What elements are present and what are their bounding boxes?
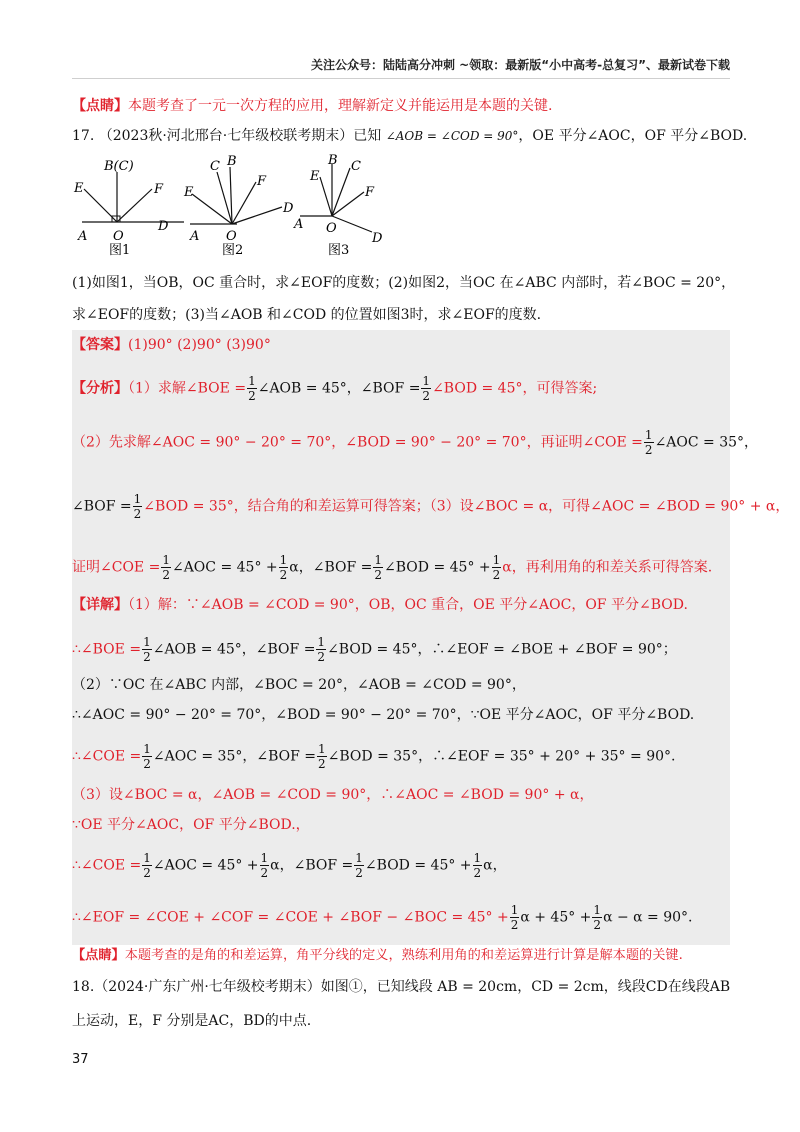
- detail-line-2: [72, 635, 677, 664]
- answer-text: (1)90° (2)90° (3)90°: [128, 337, 271, 353]
- question-17-stem: [72, 127, 747, 145]
- answer: [72, 336, 271, 354]
- fraction-half: $\frac{1}{2}$: [473, 851, 482, 880]
- detail-d2b: ∠AOB = 45°，∠BOF =: [152, 641, 316, 658]
- detail-d5c: ∠BOD = 35°，∴∠EOF = 35° + 20° + 35° = 90°.: [327, 748, 676, 765]
- analysis-line-2: [72, 428, 758, 457]
- fraction-half: $\frac{1}{2}$: [422, 374, 431, 403]
- fig2-label-a: A: [190, 229, 200, 244]
- fig2-label-c: C: [210, 159, 220, 174]
- figure-2: [183, 154, 294, 258]
- geometry-figures: [72, 152, 402, 260]
- analysis-l4c: α，∠BOF =: [289, 559, 373, 576]
- dianjing-note-2: [72, 947, 683, 965]
- detail-d5a: ∴∠COE =: [72, 748, 142, 765]
- fig3-label-b: B: [328, 153, 338, 168]
- analysis-line-4: [72, 553, 712, 582]
- analysis-l4e: α，再利用角的和差关系可得答案.: [502, 559, 713, 576]
- question-condition-2: ，OE 平分∠AOC，OF 平分∠BOD.: [518, 128, 748, 144]
- detail-d5b: ∠AOC = 35°，∠BOF =: [152, 748, 317, 765]
- analysis-l4d: ∠BOD = 45° +: [384, 559, 491, 576]
- analysis-l1a: （1）求解∠BOE =: [128, 380, 247, 397]
- question-source: （2023秋·河北邢台·七年级校联考期末）已知: [98, 128, 382, 144]
- detail-d2c: ∠BOD = 45°，∴∠EOF = ∠BOE + ∠BOF = 90°；: [327, 641, 677, 658]
- fig3-label-d: D: [372, 231, 383, 246]
- analysis-l1b: ∠AOB = 45°，∠BOF =: [257, 380, 421, 397]
- fig3-label-f: F: [365, 185, 375, 200]
- question-line-2: 求∠EOF的度数；(3)当∠AOB 和∠COD 的位置如图3时，求∠EOF的度数.: [72, 307, 542, 323]
- fraction-half: $\frac{1}{2}$: [318, 742, 326, 771]
- question-18-line-2: 上运动，E，F 分别是AC，BD的中点.: [72, 1013, 312, 1029]
- fig2-label-d: D: [283, 201, 294, 216]
- fraction-half: $\frac{1}{2}$: [644, 428, 653, 457]
- detail-d8d: ∠BOD = 45° +: [364, 857, 472, 874]
- detail-line-7: ∵OE 平分∠AOC，OF 平分∠BOD.，: [72, 817, 310, 833]
- dianjing-tag: 【点睛】: [72, 98, 128, 114]
- detail-d8c: α，∠BOF =: [270, 857, 354, 874]
- fraction-half: $\frac{1}{2}$: [260, 851, 269, 880]
- fig3-caption: 图3: [328, 243, 350, 258]
- fig1-label-e: E: [74, 181, 84, 196]
- dianjing-text-2: 本题考查的是角的和差运算，角平分线的定义，熟练利用角的和差运算进行计算是解本题的关键.: [124, 948, 683, 963]
- analysis-l2b: ∠AOC = 35°，: [654, 434, 759, 451]
- fraction-half: $\frac{1}{2}$: [593, 903, 602, 932]
- fraction-half: $\frac{1}{2}$: [162, 553, 170, 582]
- fig1-label-d: D: [158, 219, 169, 234]
- figure-1: [73, 159, 184, 258]
- dianjing-note-1: [72, 97, 552, 115]
- detail-d9c: α − α = 90°.: [603, 909, 693, 926]
- question-18-line-1: 18.（2024·广东广州·七年级校考期末）如图①，已知线段 AB = 20cm，CD = 2cm，线段CD在线段AB: [72, 979, 731, 995]
- fraction-half: $\frac{1}{2}$: [279, 553, 288, 582]
- detail-d1: （1）解：∵∠AOB = ∠COD = 90°，OB，OC 重合，OE 平分∠AOC，OF 平分∠BOD.: [128, 597, 688, 613]
- fig1-label-f: F: [154, 182, 164, 197]
- fig2-label-o: O: [226, 229, 237, 244]
- fraction-half: $\frac{1}{2}$: [355, 851, 363, 880]
- analysis-l4a: 证明∠COE =: [72, 559, 161, 576]
- fraction-half: $\frac{1}{2}$: [374, 553, 383, 582]
- fig1-label-a: A: [78, 229, 88, 244]
- analysis-l4b: ∠AOC = 45° +: [171, 559, 278, 576]
- fig2-caption: 图2: [222, 243, 244, 258]
- detail-line-4: ∴∠AOC = 90° − 20° = 70°，∠BOD = 90° − 20° = 70°，∵OE 平分∠AOC，OF 平分∠BOD.: [72, 707, 695, 723]
- fig1-label-bc: B(C): [104, 159, 134, 174]
- fraction-half: $\frac{1}{2}$: [317, 635, 326, 664]
- detail-line-9: [72, 903, 693, 932]
- fraction-half: $\frac{1}{2}$: [143, 635, 151, 664]
- detail-d8e: α，: [483, 857, 507, 874]
- detail-line-6: （3）设∠BOC = α，∠AOB = ∠COD = 90°，∴∠AOC = ∠BOD = 90° + α，: [72, 787, 594, 803]
- fig3-label-c: C: [351, 159, 361, 174]
- analysis-l2a: （2）先求解∠AOC = 90° − 20° = 70°，∠BOD = 90° − 20° = 70°，再证明∠COE =: [72, 434, 643, 451]
- detail-line-3: （2）∵OC 在∠ABC 内部，∠BOC = 20°，∠AOB = ∠COD = 90°，: [72, 677, 526, 693]
- figure-3: [293, 153, 383, 258]
- fig1-caption: 图1: [109, 243, 131, 258]
- fraction-half: $\frac{1}{2}$: [143, 742, 151, 771]
- answer-tag: 【答案】: [72, 337, 128, 353]
- fraction-half: $\frac{1}{2}$: [510, 903, 519, 932]
- analysis-l1c: ∠BOD = 45°，可得答案;: [432, 380, 598, 397]
- fig2-label-f: F: [257, 174, 267, 189]
- analysis-line-3: [72, 492, 789, 521]
- fig3-label-a: A: [294, 217, 304, 232]
- dianjing-tag-2: 【点睛】: [72, 948, 125, 963]
- question-line-1: (1)如图1，当OB，OC 重合时，求∠EOF的度数；(2)如图2，当OC 在∠ABC 内部时，若∠BOC = 20°，: [72, 275, 736, 291]
- fig3-label-o: O: [326, 221, 337, 236]
- fraction-half: $\frac{1}{2}$: [248, 374, 256, 403]
- detail-tag: 【详解】: [72, 597, 128, 613]
- fig2-label-e: E: [184, 185, 194, 200]
- detail-line-1: [72, 596, 688, 614]
- question-number: 17.: [72, 128, 95, 144]
- page-number: 37: [72, 1052, 89, 1067]
- detail-line-8: [72, 851, 507, 880]
- analysis-line-1: [72, 374, 597, 403]
- page-header: 关注公众号：陆陆高分冲刺 ~领取：最新版“小中高考-总复习”、最新试卷下载: [311, 58, 730, 72]
- fig2-label-b: B: [227, 154, 237, 169]
- detail-d9b: α + 45° +: [520, 909, 592, 926]
- fraction-half: $\frac{1}{2}$: [133, 492, 142, 521]
- dianjing-text: 本题考查了一元一次方程的应用，理解新定义并能运用是本题的关键.: [128, 98, 553, 114]
- analysis-l3a: ∠BOF =: [72, 498, 132, 515]
- header-divider: [72, 78, 730, 79]
- detail-d9a: ∴∠EOF = ∠COE + ∠COF = ∠COE + ∠BOF − ∠BOC = 45° +: [72, 909, 509, 926]
- question-condition: ∠AOB = ∠COD = 90°: [385, 129, 519, 143]
- detail-d8a: ∴∠COE =: [72, 857, 142, 874]
- detail-line-5: [72, 742, 675, 771]
- analysis-tag: 【分析】: [72, 380, 128, 397]
- detail-d8b: ∠AOC = 45° +: [152, 857, 259, 874]
- analysis-l3b: ∠BOD = 35°，结合角的和差运算可得答案；（3）设∠BOC = α，可得∠AOC = ∠BOD = 90° + α，: [143, 498, 790, 515]
- fraction-half: $\frac{1}{2}$: [143, 851, 151, 880]
- fraction-half: $\frac{1}{2}$: [492, 553, 501, 582]
- detail-d2a: ∴∠BOE =: [72, 641, 142, 658]
- fig1-label-o: O: [113, 229, 124, 244]
- fig3-label-e: E: [310, 169, 320, 184]
